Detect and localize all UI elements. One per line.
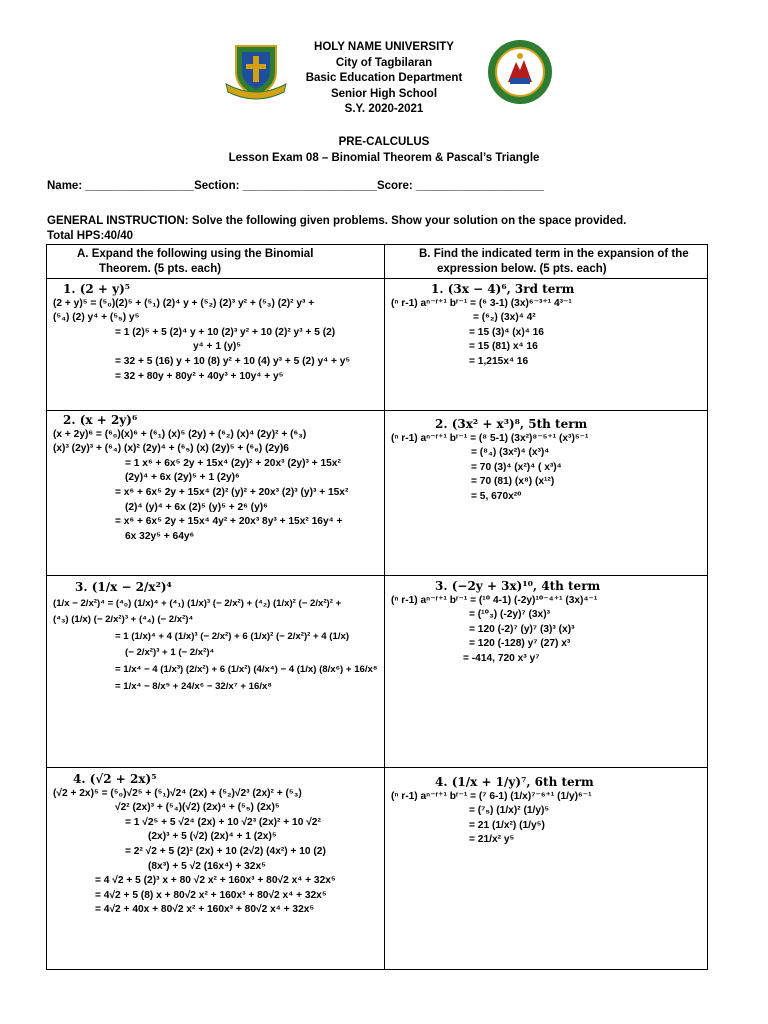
solution-line: (2x)³ + 5 (√2) (2x)⁴ + 1 (2x)⁵: [148, 831, 277, 843]
solution-line: 3. (−2y + 3x)¹⁰, 4th term: [435, 579, 601, 593]
solution-line: (2)⁴ (y)⁴ + 6x (2)⁵ (y)⁵ + 2⁶ (y)⁶: [125, 501, 268, 513]
city-name: City of Tagbilaran: [335, 56, 433, 69]
solution-line: = 5, 670x²⁰: [471, 490, 522, 502]
solution-line: = x⁶ + 6x⁵ 2y + 15x⁴ 4y² + 20x³ 8y³ + 15x² 16y⁴ +: [115, 516, 343, 528]
solution-line: (2y)⁴ + 6x (2y)⁵ + 1 (2y)⁶: [125, 472, 240, 484]
solution-line: y⁴ + 1 (y)⁵: [193, 341, 242, 353]
solution-line: = 70 (81) (x⁸) (x¹²): [471, 476, 555, 488]
row-divider: [47, 575, 707, 576]
department-name: Basic Education Department: [305, 72, 463, 84]
solution-line: (⁴₃) (1/x) (− 2/x²)³ + (⁴₄) (− 2/x²)⁴: [53, 614, 194, 626]
problem-a1: [53, 282, 350, 384]
total-hps: Total HPS:40/40: [47, 230, 134, 242]
school-level: Senior High School: [330, 87, 438, 100]
subject-title: PRE-CALCULUS: [338, 136, 430, 148]
solution-line: 2. (x + 2y)⁶: [63, 413, 138, 427]
problem-b1: [391, 282, 574, 370]
solution-line: = (⁶₂) (3x)⁴ 4²: [473, 312, 536, 324]
solution-line: = 2² √2 + 5 (2)² (2x) + 10 (2√2) (4x²) + 10 (2): [125, 845, 326, 857]
lesson-title: Lesson Exam 08 – Binomial Theorem & Pascal’s Triangle: [228, 152, 540, 164]
solution-line: (ⁿ r-1) aⁿ⁻ʳ⁺¹ bʳ⁻¹ = (⁸ 5-1) (3x²)⁸⁻⁵⁺¹ (x³)⁵⁻¹: [391, 432, 589, 444]
student-info-fields: Name: _________________Section: _____________________Score: ____________________: [47, 180, 544, 192]
solution-line: = 1/x⁴ − 4 (1/x³) (2/x²) + 6 (1/x²) (4/x⁴) − 4 (1/x) (8/x⁶) + 16/x⁸: [115, 663, 378, 675]
row-divider: [47, 410, 707, 411]
solution-line: = 21/x² y⁵: [469, 834, 515, 846]
solution-line: = 1 √2⁵ + 5 √2⁴ (2x) + 10 √2³ (2x)² + 10 √2²: [125, 816, 321, 828]
solution-line: (8x³) + 5 √2 (16x⁴) + 32x⁵: [148, 860, 266, 872]
solution-line: = 70 (3)⁴ (x²)⁴ ( x³)⁴: [471, 461, 562, 473]
solution-line: 1. (3x − 4)⁶, 3rd term: [431, 282, 575, 296]
solution-line: √2² (2x)³ + (⁵₄)(√2) (2x)⁴ + (⁵₅) (2x)⁵: [115, 802, 280, 814]
solution-line: = (⁸₄) (3x²)⁴ (x³)⁴: [471, 447, 550, 459]
answer-table: [46, 244, 708, 970]
general-instruction: GENERAL INSTRUCTION: Solve the following given problems. Show your solution on the space provided.: [47, 215, 627, 227]
column-b-header: B. Find the indicated term in the expansion of the expression below. (5 pts. each): [419, 248, 689, 275]
solution-line: = 1 (1/x)⁴ + 4 (1/x)³ (− 2/x²) + 6 (1/x)² (− 2/x²)² + 4 (1/x): [115, 630, 350, 642]
solution-line: 3. (1/x − 2/x²)⁴: [75, 580, 172, 594]
solution-line: = 15 (81) x⁴ 16: [469, 341, 538, 353]
problem-b3: [391, 579, 600, 667]
problem-b2: [391, 417, 588, 505]
solution-line: = 1/x⁴ − 8/x⁵ + 24/x⁶ − 32/x⁷ + 16/x⁸: [115, 680, 272, 692]
solution-line: (1/x − 2/x²)⁴ = (⁴₀) (1/x)⁴ + (⁴₁) (1/x)³ (− 2/x²) + (⁴₂) (1/x)² (− 2/x²)² +: [53, 597, 342, 609]
solution-line: = 32 + 80y + 80y² + 40y³ + 10y⁴ + y⁵: [115, 370, 284, 382]
solution-line: (x)³ (2y)³ + (⁶₄) (x)² (2y)⁴ + (⁶₅) (x) (2y)⁵ + (⁶₆) (2y)6: [53, 443, 289, 455]
solution-line: 6x 32y⁵ + 64y⁶: [125, 530, 195, 542]
row-divider: [47, 767, 707, 768]
solution-line: = -414, 720 x³ y⁷: [463, 652, 540, 664]
school-year: S.Y. 2020-2021: [344, 103, 424, 115]
problem-a4: [53, 772, 336, 918]
instructions: [47, 214, 626, 244]
solution-line: = 1 (2)⁵ + 5 (2)⁴ y + 10 (2)³ y² + 10 (2)² y³ + 5 (2): [115, 326, 336, 338]
column-divider: [384, 245, 385, 969]
solution-line: = 120 (-128) y⁷ (27) x³: [469, 638, 571, 650]
university-name: HOLY NAME UNIVERSITY: [314, 41, 454, 53]
solution-line: 2. (3x² + x³)⁸, 5th term: [435, 417, 588, 431]
solution-line: (ⁿ r-1) aⁿ⁻ʳ⁺¹ bʳ⁻¹ = (⁷ 6-1) (1/x)⁷⁻⁶⁺¹ (1/y)⁶⁻¹: [391, 790, 592, 802]
solution-line: (2 + y)⁵ = (⁵₀)(2)⁵ + (⁵₁) (2)⁴ y + (⁵₂) (2)³ y² + (⁵₃) (2)² y³ +: [53, 297, 315, 309]
solution-line: = x⁶ + 6x⁵ 2y + 15x⁴ (2)² (y)² + 20x³ (2)³ (y)³ + 15x²: [115, 486, 349, 498]
solution-line: = (⁷₅) (1/x)² (1/y)⁵: [469, 805, 550, 817]
solution-line: 4. (√2 + 2x)⁵: [73, 772, 157, 786]
solution-line: = 21 (1/x²) (1/y⁵): [469, 819, 545, 831]
problem-b4: [391, 775, 594, 848]
school-header: [268, 40, 500, 118]
exam-title: [0, 134, 768, 166]
solution-line: 1. (2 + y)⁵: [63, 282, 131, 296]
solution-line: = 4√2 + 5 (8) x + 80√2 x² + 160x³ + 80√2 x⁴ + 32x⁵: [95, 889, 327, 901]
solution-line: (⁵₄) (2) y⁴ + (⁵₅) y⁵: [53, 312, 140, 324]
solution-line: = 1 x⁶ + 6x⁵ 2y + 15x⁴ (2y)² + 20x³ (2y)³ + 15x²: [125, 457, 341, 469]
solution-line: = 120 (-2)⁷ (y)⁷ (3)³ (x)³: [469, 623, 575, 635]
problem-a3: [53, 579, 377, 695]
solution-line: (− 2/x²)³ + 1 (− 2/x²)⁴: [125, 647, 215, 659]
solution-line: (ⁿ r-1) aⁿ⁻ʳ⁺¹ bʳ⁻¹ = (¹⁰ 4-1) (-2y)¹⁰⁻⁴⁺¹ (3x)⁴⁻¹: [391, 594, 598, 606]
row-divider: [47, 278, 707, 279]
solution-line: = 15 (3)⁴ (x)⁴ 16: [469, 326, 544, 338]
solution-line: (√2 + 2x)⁵ = (⁵₀)√2⁵ + (⁵₁)√2⁴ (2x) + (⁵₂)√2³ (2x)² + (⁵₃): [53, 787, 302, 799]
solution-line: = 4√2 + 40x + 80√2 x² + 160x³ + 80√2 x⁴ + 32x⁵: [95, 904, 315, 916]
solution-line: = (¹⁰₃) (-2y)⁷ (3x)³: [469, 609, 551, 621]
solution-line: = 4 √2 + 5 (2)³ x + 80 √2 x² + 160x³ + 80√2 x⁴ + 32x⁵: [95, 875, 336, 887]
solution-line: (x + 2y)⁶ = (⁶₀)(x)⁶ + (⁶₁) (x)⁵ (2y) + (⁶₂) (x)⁴ (2y)² + (⁶₃): [53, 428, 307, 440]
problem-a2: [53, 413, 348, 544]
column-a-header: A. Expand the following using the Binomial Theorem. (5 pts. each): [77, 248, 314, 275]
solution-line: = 32 + 5 (16) y + 10 (8) y² + 10 (4) y³ + 5 (2) y⁴ + y⁵: [115, 355, 351, 367]
solution-line: 4. (1/x + 1/y)⁷, 6th term: [435, 775, 594, 789]
solution-line: (ⁿ r-1) aⁿ⁻ʳ⁺¹ bʳ⁻¹ = (⁶ 3-1) (3x)⁶⁻³⁺¹ 4³⁻¹: [391, 297, 572, 309]
solution-line: = 1,215x⁴ 16: [469, 355, 529, 367]
